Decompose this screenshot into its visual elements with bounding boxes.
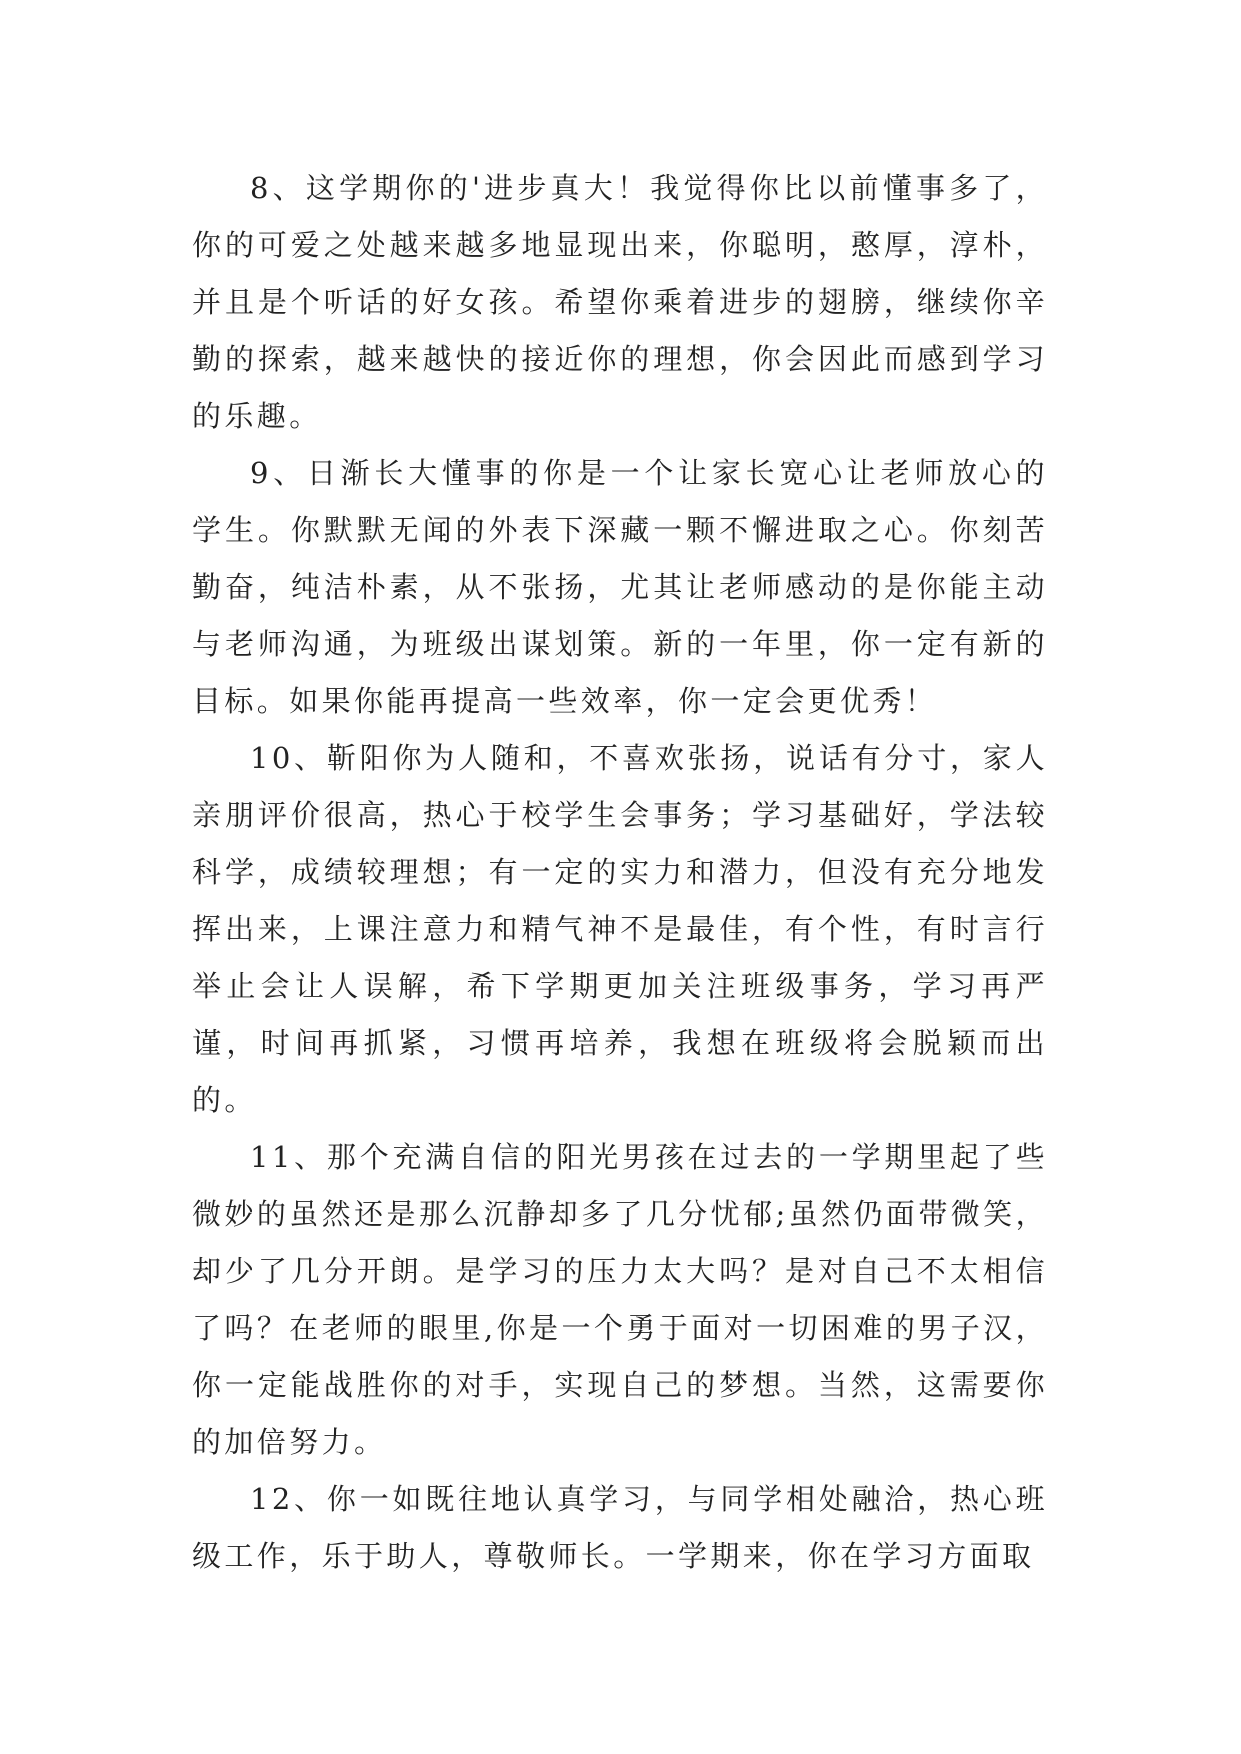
paragraph-10: 10、靳阳你为人随和，不喜欢张扬，说话有分寸，家人亲朋评价很高，热心于校学生会事务；学习基础好，学法较科学，成绩较理想；有一定的实力和潜力，但没有充分地发挥出来，上课注意力和精气神不是最佳，有个性，有时言行举止会让人误解，希下学期更加关注班级事务，学习再严谨，时间再抓紧，习惯再培养，我想在班级将会脱颖而出的。 (192, 741, 1048, 1117)
paragraph-11: 11、那个充满自信的阳光男孩在过去的一学期里起了些微妙的虽然还是那么沉静却多了几分忧郁;虽然仍面带微笑，却少了几分开朗。是学习的压力太大吗？是对自己不太相信了吗？在老师的眼里,你是一个勇于面对一切困难的男子汉，你一定能战胜你的对手，实现自己的梦想。当然，这需要你的加倍努力。 (192, 1140, 1048, 1459)
paragraph-8: 8、这学期你的'进步真大！我觉得你比以前懂事多了，你的可爱之处越来越多地显现出来，你聪明，憨厚，淳朴，并且是个听话的好女孩。希望你乘着进步的翅膀，继续你辛勤的探索，越来越快的接近你的理想，你会因此而感到学习的乐趣。 (192, 171, 1048, 433)
paragraph-12: 12、你一如既往地认真学习，与同学相处融洽，热心班级工作，乐于助人，尊敬师长。一学期来，你在学习方面取 (192, 1482, 1048, 1573)
paragraph-9: 9、日渐长大懂事的你是一个让家长宽心让老师放心的学生。你默默无闻的外表下深藏一颗不懈进取之心。你刻苦勤奋，纯洁朴素，从不张扬，尤其让老师感动的是你能主动与老师沟通，为班级出谋划策。新的一年里，你一定有新的目标。如果你能再提高一些效率，你一定会更优秀！ (192, 456, 1048, 718)
document-body (192, 160, 1048, 1585)
